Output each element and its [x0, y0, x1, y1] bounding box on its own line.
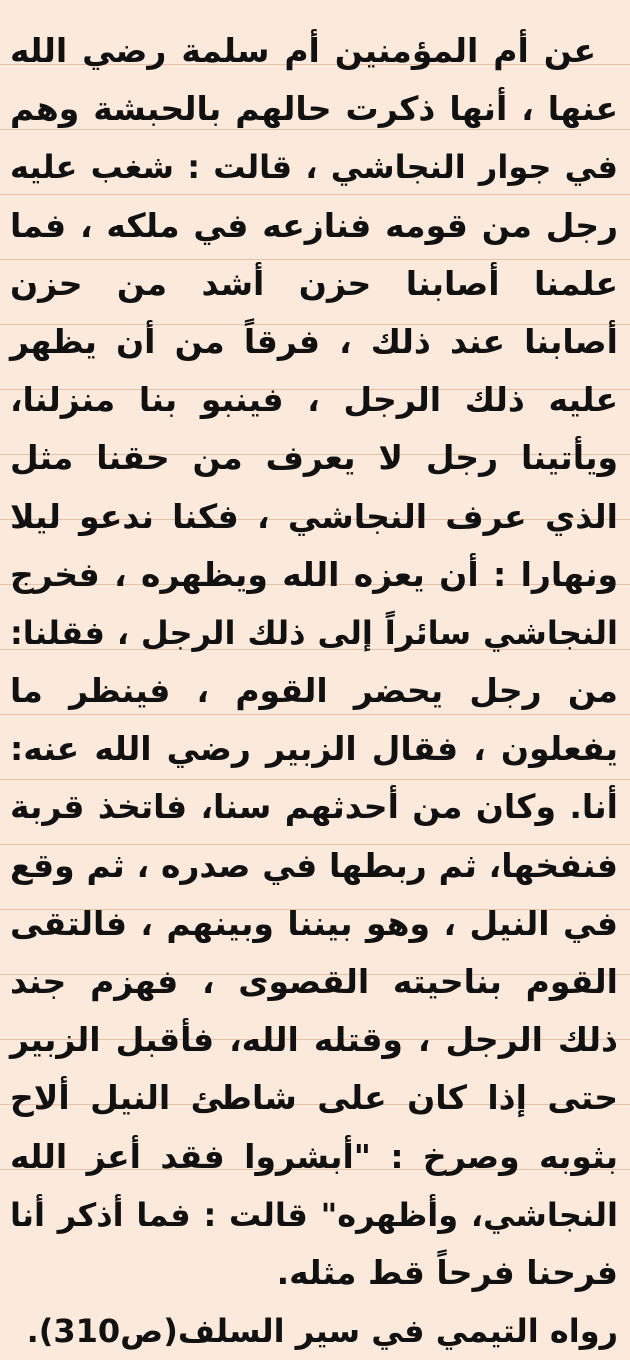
text-line: عن أم المؤمنين أم سلمة رضي الله: [10, 31, 596, 70]
text-line: أصابنا عند ذلك ، فرقاً من أن يظهر: [10, 321, 618, 361]
text-line: ويأتينا رجل لا يعرف من حقنا مثل: [10, 438, 618, 478]
text-line: فنفخها، ثم ربطها في صدره ، ثم وقع: [10, 845, 618, 885]
text-line: عليه ذلك الرجل ، فينبو بنا منزلنا،: [10, 380, 618, 420]
text-line: في جوار النجاشي ، قالت : شغب عليه: [10, 148, 618, 187]
text-line: أنا. وكان من أحدثهم سنا، فاتخذ قربة: [10, 787, 618, 827]
text-line: عنها ، أنها ذكرت حالهم بالحبشة وهم: [10, 89, 618, 129]
text-line: النجاشي سائراً إلى ذلك الرجل ، فقلنا:: [10, 613, 618, 652]
text-line: القوم بناحيته القصوى ، فهزم جند: [10, 962, 618, 1001]
hadith-text: [10, 22, 618, 1360]
source-citation: رواه التيمي في سير السلف(ص310).: [26, 1312, 618, 1351]
text-line: يفعلون ، فقال الزبير رضي الله عنه:: [10, 729, 618, 769]
text-line: ونهارا : أن يعزه الله ويظهره ، فخرج: [10, 554, 618, 594]
text-line: حتى إذا كان على شاطئ النيل ألاح: [10, 1078, 618, 1118]
text-line: ذلك الرجل ، وقتله الله، فأقبل الزبير: [10, 1020, 618, 1060]
text-line: الذي عرف النجاشي ، فكنا ندعو ليلا: [10, 496, 618, 536]
text-line: من رجل يحضر القوم ، فينظر ما: [10, 671, 618, 711]
text-line: بثوبه وصرخ : "أبشروا فقد أعز الله: [10, 1136, 618, 1176]
text-line: علمنا أصابنا حزن أشد من حزن: [10, 263, 618, 303]
text-line: فرحنا فرحاً قط مثله.: [276, 1252, 618, 1292]
text-line: في النيل ، وهو بيننا وبينهم ، فالتقى: [10, 903, 618, 943]
text-line: النجاشي، وأظهره" قالت : فما أذكر أنا: [10, 1195, 618, 1234]
text-line: رجل من قومه فنازعه في ملكه ، فما: [10, 205, 618, 245]
